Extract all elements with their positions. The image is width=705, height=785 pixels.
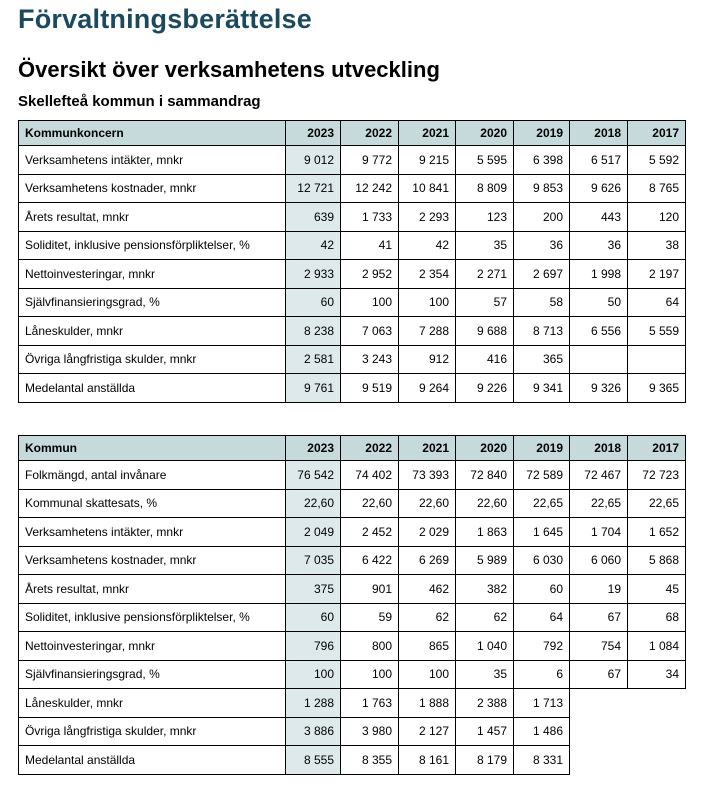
- value-cell: 123: [456, 203, 514, 232]
- table-row: [19, 374, 686, 403]
- value-cell: 1 888: [399, 689, 456, 718]
- empty-cell: [570, 689, 628, 718]
- row-label: Årets resultat, mnkr: [19, 575, 286, 604]
- value-cell: 365: [514, 345, 570, 374]
- value-cell: 8 179: [456, 746, 514, 775]
- value-cell: 754: [570, 632, 628, 661]
- value-cell: 2 271: [456, 260, 514, 289]
- row-label: Verksamhetens kostnader, mnkr: [19, 174, 286, 203]
- year-header: 2017: [628, 121, 686, 146]
- value-cell: 2 197: [628, 260, 686, 289]
- table-row: [19, 632, 686, 661]
- year-header: 2022: [341, 436, 399, 461]
- row-label: Självfinansieringsgrad, %: [19, 288, 286, 317]
- value-cell: 8 161: [399, 746, 456, 775]
- value-cell: 375: [286, 575, 341, 604]
- table-header-label: Kommunkoncern: [19, 121, 286, 146]
- value-cell: 8 713: [514, 317, 570, 346]
- table-row: [19, 146, 686, 175]
- value-cell: 7 035: [286, 546, 341, 575]
- value-cell: 6 269: [399, 546, 456, 575]
- row-label: Självfinansieringsgrad, %: [19, 660, 286, 689]
- value-cell: 60: [514, 575, 570, 604]
- value-cell: 38: [628, 231, 686, 260]
- value-cell: 68: [628, 603, 686, 632]
- value-cell: 2 029: [399, 518, 456, 547]
- year-header: 2019: [514, 121, 570, 146]
- value-cell: 8 238: [286, 317, 341, 346]
- row-label: Folkmängd, antal invånare: [19, 461, 286, 490]
- value-cell: 9 519: [341, 374, 399, 403]
- value-cell: 8 355: [341, 746, 399, 775]
- value-cell: 9 365: [628, 374, 686, 403]
- table-header-label: Kommun: [19, 436, 286, 461]
- value-cell: 42: [399, 231, 456, 260]
- value-cell: 59: [341, 603, 399, 632]
- value-cell: 443: [570, 203, 628, 232]
- value-cell: 6 398: [514, 146, 570, 175]
- value-cell: 9 853: [514, 174, 570, 203]
- value-cell: 10 841: [399, 174, 456, 203]
- value-cell: 7 288: [399, 317, 456, 346]
- table-row: [19, 660, 686, 689]
- year-header: 2020: [456, 121, 514, 146]
- table-row: [19, 518, 686, 547]
- value-cell: 8 765: [628, 174, 686, 203]
- page-heading: Förvaltningsberättelse: [18, 4, 312, 34]
- value-cell: 100: [341, 288, 399, 317]
- kommun-table: [18, 435, 686, 775]
- table-row: [19, 461, 686, 490]
- value-cell: 120: [628, 203, 686, 232]
- table-header-row: [19, 436, 686, 461]
- row-label: Soliditet, inklusive pensionsförpliktelser, %: [19, 231, 286, 260]
- value-cell: 67: [570, 603, 628, 632]
- value-cell: 36: [570, 231, 628, 260]
- value-cell: 9 215: [399, 146, 456, 175]
- value-cell: 2 452: [341, 518, 399, 547]
- value-cell: 8 331: [514, 746, 570, 775]
- value-cell: 6 060: [570, 546, 628, 575]
- value-cell: 1 040: [456, 632, 514, 661]
- value-cell: 1 998: [570, 260, 628, 289]
- value-cell: 5 559: [628, 317, 686, 346]
- value-cell: 12 721: [286, 174, 341, 203]
- year-header: 2017: [628, 436, 686, 461]
- value-cell: 100: [399, 660, 456, 689]
- row-label: Verksamhetens intäkter, mnkr: [19, 518, 286, 547]
- year-header: 2023: [286, 436, 341, 461]
- year-header: 2022: [341, 121, 399, 146]
- value-cell: 200: [514, 203, 570, 232]
- value-cell: 36: [514, 231, 570, 260]
- row-label: Verksamhetens kostnader, mnkr: [19, 546, 286, 575]
- value-cell: 5 595: [456, 146, 514, 175]
- table-header-row: [19, 121, 686, 146]
- empty-cell: [570, 746, 628, 775]
- value-cell: 22,60: [456, 489, 514, 518]
- value-cell: 6 556: [570, 317, 628, 346]
- value-cell: 22,60: [286, 489, 341, 518]
- value-cell: 76 542: [286, 461, 341, 490]
- value-cell: 34: [628, 660, 686, 689]
- row-label: Låneskulder, mnkr: [19, 317, 286, 346]
- value-cell: 57: [456, 288, 514, 317]
- value-cell: 1 486: [514, 717, 570, 746]
- table-row: [19, 231, 686, 260]
- table-row: [19, 288, 686, 317]
- value-cell: 2 952: [341, 260, 399, 289]
- value-cell: 5 989: [456, 546, 514, 575]
- value-cell: 1 763: [341, 689, 399, 718]
- section-title: Skellefteå kommun i sammandrag: [18, 93, 261, 110]
- value-cell: 5 868: [628, 546, 686, 575]
- year-header: 2021: [399, 436, 456, 461]
- value-cell: 1 863: [456, 518, 514, 547]
- page-subheading: Översikt över verksamhetens utveckling: [18, 57, 440, 82]
- value-cell: 901: [341, 575, 399, 604]
- row-label: Övriga långfristiga skulder, mnkr: [19, 345, 286, 374]
- value-cell: 67: [570, 660, 628, 689]
- value-cell: 1 733: [341, 203, 399, 232]
- row-label: Nettoinvesteringar, mnkr: [19, 632, 286, 661]
- value-cell: 6 517: [570, 146, 628, 175]
- table-row: [19, 689, 686, 718]
- value-cell: 5 592: [628, 146, 686, 175]
- year-header: 2020: [456, 436, 514, 461]
- year-header: 2018: [570, 436, 628, 461]
- value-cell: 796: [286, 632, 341, 661]
- value-cell: 382: [456, 575, 514, 604]
- value-cell: 800: [341, 632, 399, 661]
- value-cell: 1 713: [514, 689, 570, 718]
- value-cell: 22,65: [514, 489, 570, 518]
- value-cell: 2 049: [286, 518, 341, 547]
- value-cell: 72 840: [456, 461, 514, 490]
- value-cell: 62: [456, 603, 514, 632]
- table-row: [19, 717, 686, 746]
- value-cell: 865: [399, 632, 456, 661]
- table-row: [19, 575, 686, 604]
- value-cell: 9 688: [456, 317, 514, 346]
- row-label: Nettoinvesteringar, mnkr: [19, 260, 286, 289]
- value-cell: 9 264: [399, 374, 456, 403]
- value-cell: 73 393: [399, 461, 456, 490]
- value-cell: 8 809: [456, 174, 514, 203]
- table-row: [19, 746, 686, 775]
- empty-cell: [628, 689, 686, 718]
- year-header: 2018: [570, 121, 628, 146]
- value-cell: 792: [514, 632, 570, 661]
- value-cell: 1 457: [456, 717, 514, 746]
- row-label: Verksamhetens intäkter, mnkr: [19, 146, 286, 175]
- value-cell: 35: [456, 660, 514, 689]
- value-cell: 1 288: [286, 689, 341, 718]
- value-cell: [628, 345, 686, 374]
- value-cell: 45: [628, 575, 686, 604]
- value-cell: 912: [399, 345, 456, 374]
- value-cell: 22,65: [628, 489, 686, 518]
- value-cell: 2 293: [399, 203, 456, 232]
- table-row: [19, 546, 686, 575]
- value-cell: 2 388: [456, 689, 514, 718]
- value-cell: 42: [286, 231, 341, 260]
- value-cell: 3 243: [341, 345, 399, 374]
- value-cell: 9 226: [456, 374, 514, 403]
- value-cell: 9 761: [286, 374, 341, 403]
- value-cell: 6 030: [514, 546, 570, 575]
- value-cell: 60: [286, 603, 341, 632]
- value-cell: 41: [341, 231, 399, 260]
- table-row: [19, 317, 686, 346]
- row-label: Övriga långfristiga skulder, mnkr: [19, 717, 286, 746]
- value-cell: 1 652: [628, 518, 686, 547]
- value-cell: [570, 345, 628, 374]
- value-cell: 62: [399, 603, 456, 632]
- value-cell: 72 467: [570, 461, 628, 490]
- row-label: Medelantal anställda: [19, 374, 286, 403]
- value-cell: 100: [399, 288, 456, 317]
- table-row: [19, 345, 686, 374]
- table-row: [19, 489, 686, 518]
- value-cell: 100: [286, 660, 341, 689]
- value-cell: 100: [341, 660, 399, 689]
- row-label: Låneskulder, mnkr: [19, 689, 286, 718]
- year-header: 2021: [399, 121, 456, 146]
- value-cell: 50: [570, 288, 628, 317]
- value-cell: 2 127: [399, 717, 456, 746]
- value-cell: 74 402: [341, 461, 399, 490]
- value-cell: 639: [286, 203, 341, 232]
- value-cell: 416: [456, 345, 514, 374]
- value-cell: 1 704: [570, 518, 628, 547]
- year-header: 2019: [514, 436, 570, 461]
- table-row: [19, 260, 686, 289]
- value-cell: 64: [628, 288, 686, 317]
- value-cell: 9 326: [570, 374, 628, 403]
- row-label: Kommunal skattesats, %: [19, 489, 286, 518]
- value-cell: 22,60: [399, 489, 456, 518]
- value-cell: 6 422: [341, 546, 399, 575]
- table-row: [19, 603, 686, 632]
- value-cell: 64: [514, 603, 570, 632]
- value-cell: 6: [514, 660, 570, 689]
- value-cell: 2 354: [399, 260, 456, 289]
- empty-cell: [628, 717, 686, 746]
- value-cell: 462: [399, 575, 456, 604]
- value-cell: 3 980: [341, 717, 399, 746]
- value-cell: 7 063: [341, 317, 399, 346]
- table-row: [19, 203, 686, 232]
- value-cell: 60: [286, 288, 341, 317]
- empty-cell: [628, 746, 686, 775]
- value-cell: 9 626: [570, 174, 628, 203]
- value-cell: 8 555: [286, 746, 341, 775]
- row-label: Medelantal anställda: [19, 746, 286, 775]
- value-cell: 3 886: [286, 717, 341, 746]
- table-row: [19, 174, 686, 203]
- value-cell: 1 645: [514, 518, 570, 547]
- value-cell: 12 242: [341, 174, 399, 203]
- value-cell: 2 933: [286, 260, 341, 289]
- value-cell: 22,65: [570, 489, 628, 518]
- row-label: Soliditet, inklusive pensionsförpliktelser, %: [19, 603, 286, 632]
- value-cell: 9 772: [341, 146, 399, 175]
- kommunkoncern-table: [18, 120, 686, 403]
- value-cell: 35: [456, 231, 514, 260]
- value-cell: 9 341: [514, 374, 570, 403]
- value-cell: 2 697: [514, 260, 570, 289]
- empty-cell: [570, 717, 628, 746]
- value-cell: 1 084: [628, 632, 686, 661]
- value-cell: 2 581: [286, 345, 341, 374]
- value-cell: 72 723: [628, 461, 686, 490]
- value-cell: 19: [570, 575, 628, 604]
- value-cell: 9 012: [286, 146, 341, 175]
- value-cell: 72 589: [514, 461, 570, 490]
- year-header: 2023: [286, 121, 341, 146]
- row-label: Årets resultat, mnkr: [19, 203, 286, 232]
- value-cell: 22,60: [341, 489, 399, 518]
- value-cell: 58: [514, 288, 570, 317]
